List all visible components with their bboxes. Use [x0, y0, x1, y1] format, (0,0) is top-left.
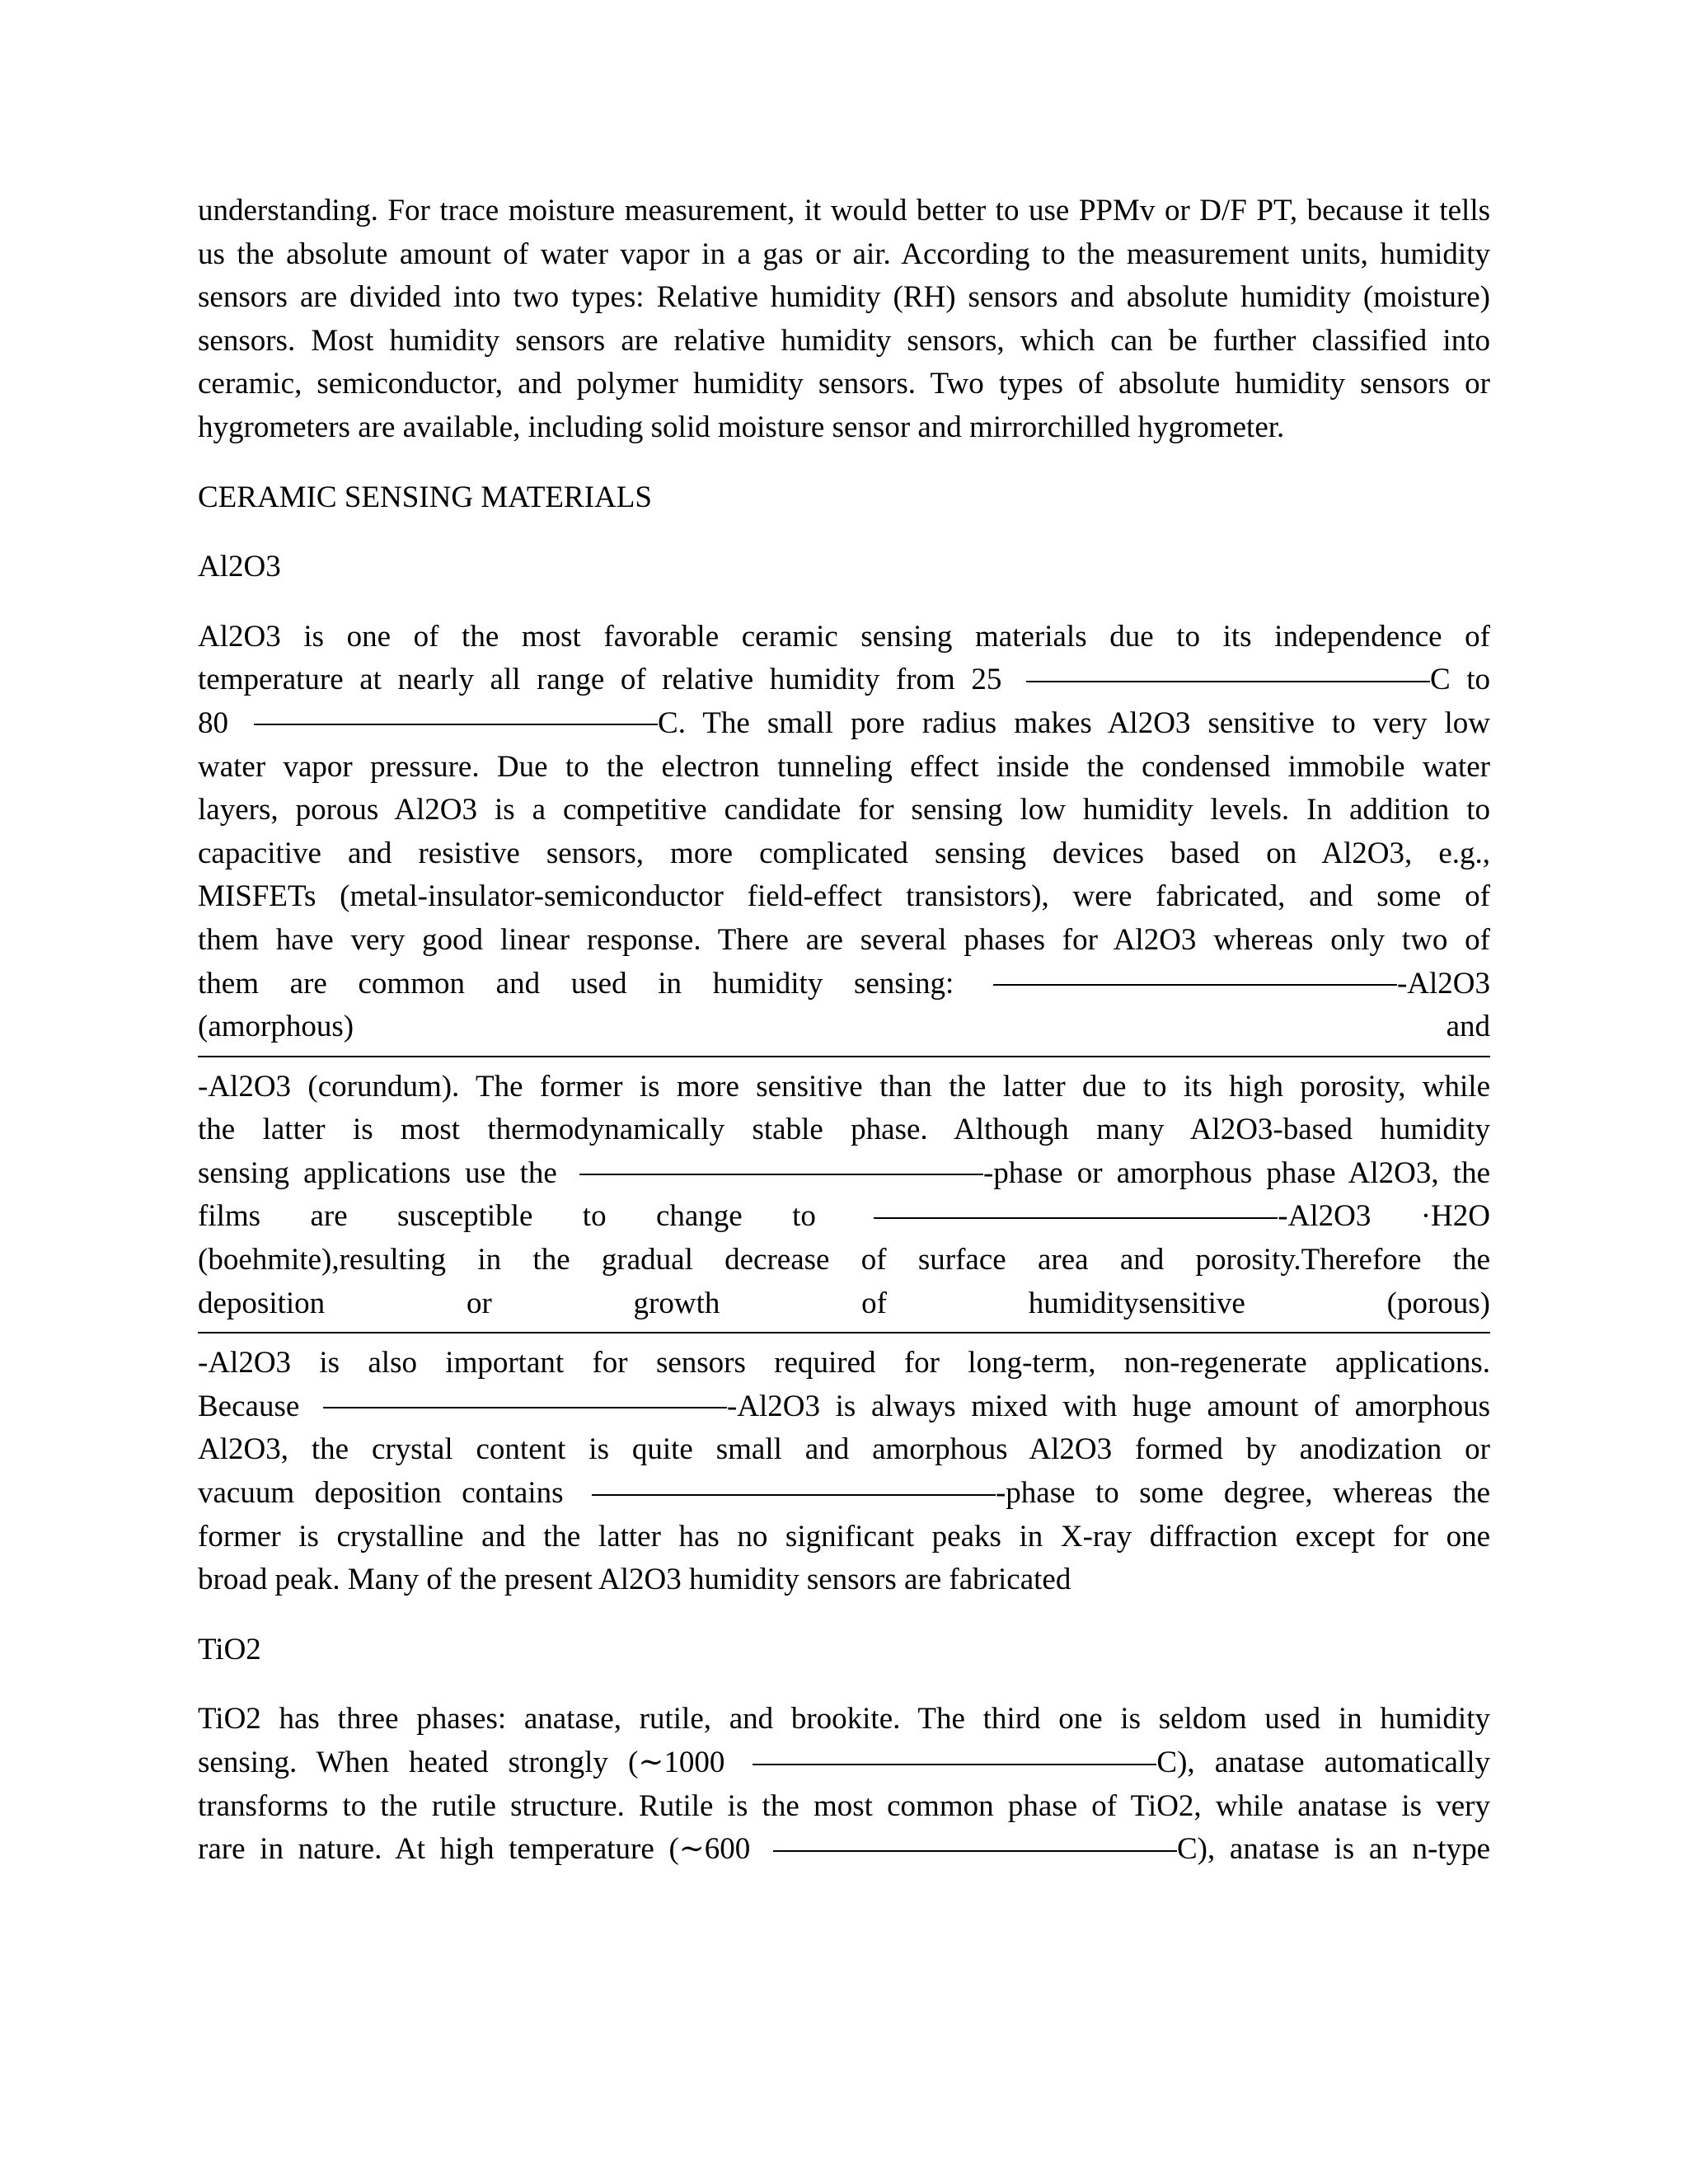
text-line	[198, 1828, 1490, 1872]
al2o3-heading: Al2O3	[198, 550, 281, 584]
text-span: -phase or amorphous phase Al2O3, the	[982, 1155, 1491, 1190]
placeholder-rule	[753, 1764, 1156, 1765]
tio2-heading: TiO2	[198, 1632, 261, 1666]
text-line: broad peak. Many of the present Al2O3 humidity sensors are fabricated	[198, 1563, 1071, 1597]
text-span: C. The small pore radius makes Al2O3 sensitive to very low	[658, 705, 1490, 740]
text-span: C), anatase is an n-type	[1177, 1832, 1490, 1867]
text-line	[198, 1005, 1490, 1049]
text-line: deposition or growth of humiditysensitive (porous)	[198, 1286, 1490, 1320]
text-line	[198, 658, 1490, 702]
placeholder-rule	[773, 1850, 1177, 1852]
text-span: temperature at nearly all range of relative humidity from 25	[198, 663, 1002, 697]
intro-paragraph: understanding. For trace moisture measurement, it would better to use PPMv or D/F PT, because it tells us the absolute amount of water vapor in a gas or air. According to the measurement units, humidity sensors are divided into two types: Relative humidity (RH) sensors and absolute humidity (moisture) sensors. Most humidity sensors are relative humidity sensors, which can be further classified into ceramic, semiconductor, and polymer humidity sensors. Two types of absolute humidity sensors or hygrometers are available, including solid moisture sensor and mirrorchilled hygrometer.	[198, 194, 1490, 444]
text-span: Because	[198, 1389, 300, 1423]
text-span: sensing applications use the	[198, 1155, 557, 1190]
text-line: TiO2 has three phases: anatase, rutile, and brookite. The third one is seldom used in humidity	[198, 1702, 1490, 1736]
text-line: capacitive and resistive sensors, more complicated sensing devices based on Al2O3, e.g.,	[198, 836, 1490, 870]
al2o3-paragraph-1	[198, 616, 1490, 1057]
placeholder-rule-full	[198, 1332, 1490, 1333]
text-span: C), anatase automatically	[1156, 1746, 1490, 1779]
text-line: layers, porous Al2O3 is a competitive candidate for sensing low humidity levels. In addition to	[198, 793, 1490, 827]
text-line	[198, 1195, 1490, 1239]
text-span: sensing. When heated strongly (∼1000	[198, 1746, 725, 1779]
text-line	[198, 1385, 1490, 1429]
al2o3-paragraph-3	[198, 1342, 1490, 1602]
placeholder-rule	[323, 1407, 727, 1408]
text-line: (boehmite),resulting in the gradual decrease of surface area and porosity.Therefore the	[198, 1243, 1490, 1277]
text-span: them are common and used in humidity sensing:	[198, 966, 954, 1001]
text-line: them have very good linear response. There are several phases for Al2O3 whereas only two of	[198, 922, 1490, 957]
text-line	[198, 1152, 1490, 1196]
placeholder-rule	[1026, 681, 1430, 682]
text-line: Al2O3 is one of the most favorable ceramic sensing materials due to its independence of	[198, 619, 1490, 654]
text-span: -Al2O3 is always mixed with huge amount of amorphous	[726, 1389, 1491, 1423]
text-span: and	[1446, 1010, 1490, 1044]
tio2-paragraph	[198, 1698, 1490, 1871]
text-line: -Al2O3 is also important for sensors required for long-term, non-regenerate applications.	[198, 1346, 1490, 1380]
text-line: water vapor pressure. Due to the electron tunneling effect inside the condensed immobile water	[198, 749, 1490, 784]
placeholder-rule	[592, 1494, 996, 1496]
al2o3-paragraph-2	[198, 1066, 1490, 1334]
text-span: rare in nature. At high temperature (∼600	[198, 1832, 751, 1867]
text-line: Al2O3, the crystal content is quite small and amorphous Al2O3 formed by anodization or	[198, 1432, 1490, 1467]
placeholder-rule-full	[198, 1056, 1490, 1057]
text-line: transforms to the rutile structure. Rutile is the most common phase of TiO2, while anatase is very	[198, 1788, 1490, 1823]
text-line: the latter is most thermodynamically stable phase. Although many Al2O3-based humidity	[198, 1113, 1490, 1147]
text-line: former is crystalline and the latter has no significant peaks in X-ray diffraction except for one	[198, 1519, 1490, 1554]
text-span: (amorphous)	[198, 1010, 354, 1044]
text-span: -phase to some degree, whereas the	[995, 1476, 1490, 1511]
text-line: -Al2O3 (corundum). The former is more sensitive than the latter due to its high porosity, while	[198, 1069, 1490, 1104]
text-span: C to	[1429, 663, 1490, 697]
document-page	[198, 190, 1490, 1872]
text-span: films are susceptible to change to	[198, 1199, 816, 1234]
text-line	[198, 702, 1490, 746]
placeholder-rule	[993, 984, 1397, 986]
text-line	[198, 963, 1490, 1006]
placeholder-rule	[874, 1217, 1278, 1219]
placeholder-rule	[579, 1174, 983, 1175]
text-span: vacuum deposition contains	[198, 1476, 564, 1511]
text-span: 80	[198, 705, 228, 740]
text-line: MISFETs (metal-insulator-semiconductor field-effect transistors), were fabricated, and some of	[198, 879, 1490, 914]
text-line	[198, 1472, 1490, 1516]
text-line	[198, 1741, 1490, 1785]
placeholder-rule	[254, 724, 658, 725]
text-span: -Al2O3	[1396, 966, 1491, 1001]
section-heading: CERAMIC SENSING MATERIALS	[198, 480, 652, 514]
text-span: -Al2O3 ·H2O	[1278, 1199, 1490, 1234]
